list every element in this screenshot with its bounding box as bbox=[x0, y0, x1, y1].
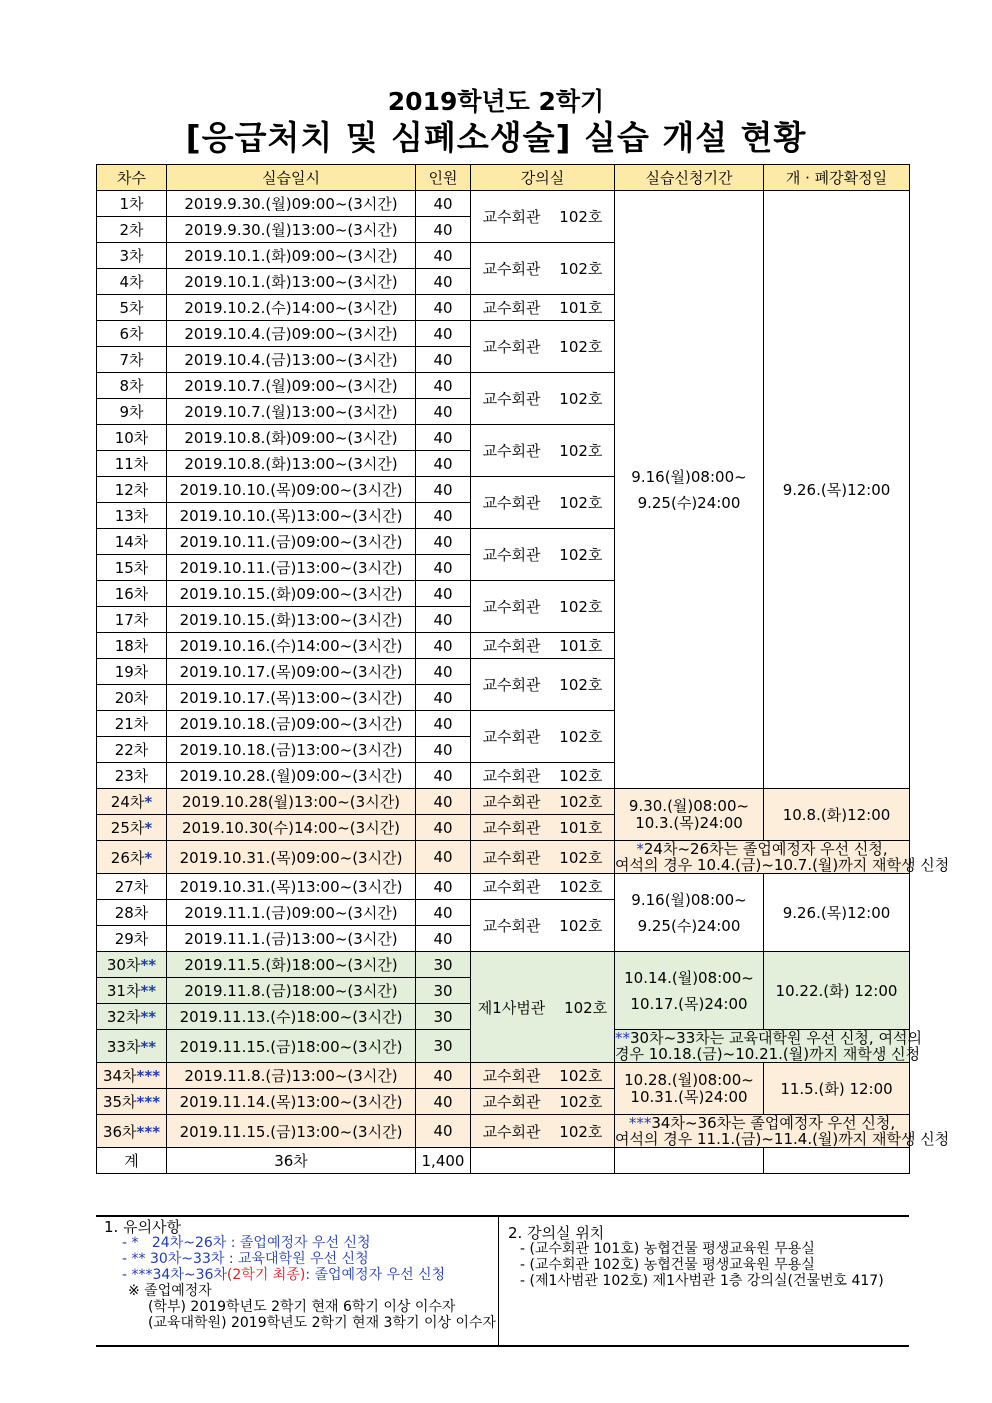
session-datetime: 2019.10.15.(화)13:00~(3시간) bbox=[167, 607, 416, 633]
session-datetime: 2019.10.10.(목)13:00~(3시간) bbox=[167, 503, 416, 529]
session-capacity: 40 bbox=[416, 633, 471, 659]
classroom-cell: 교수회관 102호 bbox=[471, 1063, 615, 1089]
note-line: 경우 10.18.(금)~10.21.(월)까지 재학생 신청 bbox=[615, 1045, 921, 1063]
graduate-undergrad: (학부) 2019학년도 2학기 현재 6학기 이상 이수자 bbox=[148, 1299, 456, 1315]
session-datetime: 2019.10.31.(목)13:00~(3시간) bbox=[167, 874, 416, 900]
classroom-cell: 교수회관 102호 bbox=[471, 874, 615, 900]
session-number-cell bbox=[97, 633, 167, 659]
room-location-item: - (제1사범관 102호) 제1사범관 1층 강의실(건물번호 417) bbox=[520, 1273, 884, 1289]
session-capacity: 40 bbox=[416, 685, 471, 711]
caution-item-1 bbox=[104, 1235, 496, 1251]
classroom-cell: 교수회관 102호 bbox=[471, 900, 615, 952]
session-number-cell bbox=[97, 685, 167, 711]
confirmation-date-cell: 9.26.(목)12:00 bbox=[764, 191, 910, 789]
session-capacity: 30 bbox=[416, 952, 471, 978]
session-capacity: 40 bbox=[416, 217, 471, 243]
application-period-cell bbox=[615, 789, 764, 841]
session-star: *** bbox=[136, 1122, 161, 1141]
session-number-cell bbox=[97, 815, 167, 841]
session-datetime: 2019.10.7.(월)13:00~(3시간) bbox=[167, 399, 416, 425]
table-row bbox=[97, 1063, 910, 1089]
schedule-table bbox=[96, 164, 950, 1174]
session-capacity: 40 bbox=[416, 711, 471, 737]
application-period-cell bbox=[615, 874, 764, 952]
session-number: 24차 bbox=[110, 793, 145, 811]
session-datetime: 2019.10.15.(화)09:00~(3시간) bbox=[167, 581, 416, 607]
session-number-cell bbox=[97, 269, 167, 295]
session-capacity: 40 bbox=[416, 399, 471, 425]
session-datetime: 2019.11.13.(수)18:00~(3시간) bbox=[167, 1004, 416, 1030]
application-period-cell bbox=[615, 952, 764, 1030]
page-title-line2: [응급처치 및 심폐소생술] 실습 개설 현황 bbox=[185, 118, 807, 157]
session-datetime: 2019.11.5.(화)18:00~(3시간) bbox=[167, 952, 416, 978]
caution-text: 30차~33차 : 교육대학원 우선 신청 bbox=[149, 1251, 369, 1267]
empty-cell bbox=[764, 1148, 910, 1174]
caution-highlight: (2학기 최종) bbox=[226, 1267, 306, 1283]
session-number-cell bbox=[97, 503, 167, 529]
session-number-cell bbox=[97, 1030, 167, 1063]
session-number: 36차 bbox=[102, 1122, 137, 1141]
session-number: 26차 bbox=[110, 848, 145, 867]
session-capacity: 40 bbox=[416, 815, 471, 841]
session-number: 35차 bbox=[102, 1093, 137, 1111]
header-cell: 강의실 bbox=[471, 165, 615, 191]
session-datetime: 2019.10.4.(금)09:00~(3시간) bbox=[167, 321, 416, 347]
session-datetime: 2019.11.1.(금)09:00~(3시간) bbox=[167, 900, 416, 926]
session-capacity: 40 bbox=[416, 503, 471, 529]
session-number-cell bbox=[97, 347, 167, 373]
session-datetime: 2019.10.10.(목)09:00~(3시간) bbox=[167, 477, 416, 503]
header-cell: 차수 bbox=[97, 165, 167, 191]
room-location-block bbox=[508, 1225, 884, 1289]
session-capacity: 40 bbox=[416, 529, 471, 555]
session-number: 6차 bbox=[119, 325, 144, 343]
session-number-cell bbox=[97, 978, 167, 1004]
session-number: 23차 bbox=[114, 767, 149, 785]
caution-item-3 bbox=[104, 1267, 496, 1283]
session-number-cell bbox=[97, 659, 167, 685]
session-number: 10차 bbox=[114, 429, 149, 447]
session-number: 19차 bbox=[114, 663, 149, 681]
caution-text: : 졸업예정자 우선 신청 bbox=[305, 1267, 446, 1283]
session-datetime: 2019.11.15.(금)18:00~(3시간) bbox=[167, 1030, 416, 1063]
session-number: 27차 bbox=[114, 878, 149, 896]
session-number: 28차 bbox=[114, 904, 149, 922]
session-number: 16차 bbox=[114, 585, 149, 603]
session-datetime: 2019.9.30.(월)13:00~(3시간) bbox=[167, 217, 416, 243]
session-datetime: 2019.10.17.(목)13:00~(3시간) bbox=[167, 685, 416, 711]
note-star: ** bbox=[615, 1029, 630, 1047]
note-line: 24차~26차는 졸업예정자 우선 신청, bbox=[643, 840, 888, 858]
session-number-cell bbox=[97, 1063, 167, 1089]
session-star: *** bbox=[136, 1093, 161, 1111]
confirmation-date-cell: 10.8.(화)12:00 bbox=[764, 789, 910, 841]
caution-text: 24차~26차 : 졸업예정자 우선 신청 bbox=[151, 1235, 371, 1251]
session-datetime: 2019.10.30(수)14:00~(3시간) bbox=[167, 815, 416, 841]
classroom-cell: 교수회관 102호 bbox=[471, 425, 615, 477]
classroom-cell: 교수회관 102호 bbox=[471, 373, 615, 425]
session-number-cell bbox=[97, 711, 167, 737]
session-datetime: 2019.10.18.(금)13:00~(3시간) bbox=[167, 737, 416, 763]
session-number: 2차 bbox=[119, 221, 144, 239]
session-number-cell bbox=[97, 217, 167, 243]
session-number-cell bbox=[97, 926, 167, 952]
session-capacity: 40 bbox=[416, 926, 471, 952]
session-number-cell bbox=[97, 425, 167, 451]
application-period-line: 10.17.(목)24:00 bbox=[630, 994, 748, 1013]
cautions-heading: 1. 유의사항 bbox=[104, 1218, 182, 1236]
session-number-cell bbox=[97, 373, 167, 399]
classroom-cell: 교수회관 102호 bbox=[471, 321, 615, 373]
session-datetime: 2019.10.4.(금)13:00~(3시간) bbox=[167, 347, 416, 373]
note-line: 여석의 경우 11.1.(금)~11.4.(월)까지 재학생 신청 bbox=[615, 1130, 950, 1148]
application-period-line: 10.14.(월)08:00~ bbox=[624, 968, 754, 987]
session-number-cell bbox=[97, 874, 167, 900]
session-capacity: 40 bbox=[416, 555, 471, 581]
session-capacity: 40 bbox=[416, 841, 471, 874]
caution-prefix: - ***34차~36차 bbox=[122, 1267, 227, 1283]
session-number: 14차 bbox=[114, 533, 149, 551]
classroom-cell: 교수회관 102호 bbox=[471, 243, 615, 295]
classroom-cell: 교수회관 102호 bbox=[471, 581, 615, 633]
session-datetime: 2019.10.17.(목)09:00~(3시간) bbox=[167, 659, 416, 685]
session-datetime: 2019.10.11.(금)09:00~(3시간) bbox=[167, 529, 416, 555]
session-number: 17차 bbox=[114, 611, 149, 629]
session-datetime: 2019.10.2.(수)14:00~(3시간) bbox=[167, 295, 416, 321]
session-number: 33차 bbox=[106, 1037, 141, 1056]
session-number: 29차 bbox=[114, 930, 149, 948]
empty-cell bbox=[471, 1148, 615, 1174]
application-period-line: 9.16(월)08:00~ bbox=[631, 467, 747, 486]
session-number-cell bbox=[97, 321, 167, 347]
session-star: ** bbox=[140, 982, 157, 1000]
classroom-cell: 교수회관 102호 bbox=[471, 191, 615, 243]
classroom-cell: 교수회관 102호 bbox=[471, 659, 615, 711]
classroom-cell: 교수회관 102호 bbox=[471, 477, 615, 529]
session-capacity: 30 bbox=[416, 1030, 471, 1063]
application-period-line: 9.16(월)08:00~ bbox=[631, 890, 747, 909]
header-cell: 실습신청기간 bbox=[615, 165, 764, 191]
session-star: ** bbox=[140, 1037, 157, 1056]
priority-note-cell bbox=[615, 840, 950, 874]
session-capacity: 40 bbox=[416, 373, 471, 399]
page-title-line1: 2019학년도 2학기 bbox=[387, 87, 605, 116]
note-line: 34차~36차는 졸업예정자 우선 신청, bbox=[651, 1114, 896, 1132]
session-capacity: 40 bbox=[416, 191, 471, 217]
session-number: 20차 bbox=[114, 689, 149, 707]
application-period-line: 10.28.(월)08:00~ bbox=[624, 1070, 754, 1089]
confirmation-date-cell: 9.26.(목)12:00 bbox=[764, 874, 910, 952]
session-star: *** bbox=[136, 1067, 161, 1085]
classroom-cell: 교수회관 101호 bbox=[471, 815, 615, 841]
session-number: 18차 bbox=[114, 637, 149, 655]
session-number-cell bbox=[97, 607, 167, 633]
application-period-line: 9.25(수)24:00 bbox=[637, 916, 741, 935]
table-row bbox=[97, 191, 910, 217]
session-number: 3차 bbox=[119, 247, 144, 265]
table-row bbox=[97, 1115, 910, 1148]
session-number: 22차 bbox=[114, 741, 149, 759]
total-row bbox=[97, 1148, 910, 1174]
session-number: 30차 bbox=[106, 956, 141, 974]
room-location-item: - (교수회관 101호) 농협건물 평생교육원 무용실 bbox=[520, 1241, 815, 1257]
classroom-cell: 교수회관 102호 bbox=[471, 789, 615, 815]
session-capacity: 40 bbox=[416, 737, 471, 763]
confirmation-date-cell: 11.5.(화) 12:00 bbox=[764, 1063, 910, 1115]
cautions-block bbox=[104, 1219, 496, 1331]
session-star: * bbox=[144, 819, 153, 837]
classroom-cell: 교수회관 102호 bbox=[471, 529, 615, 581]
classroom-cell: 교수회관 102호 bbox=[471, 763, 615, 789]
session-capacity: 40 bbox=[416, 659, 471, 685]
note-line: 30차~33차는 교육대학원 우선 신청, 여석의 bbox=[630, 1029, 922, 1047]
application-period-line: 9.25(수)24:00 bbox=[637, 493, 741, 512]
room-location-heading: 2. 강의실 위치 bbox=[508, 1224, 605, 1242]
table-header-row bbox=[97, 165, 910, 191]
session-number-cell bbox=[97, 1004, 167, 1030]
header-cell: 개 · 폐강확정일 bbox=[764, 165, 910, 191]
session-datetime: 2019.10.28.(월)09:00~(3시간) bbox=[167, 763, 416, 789]
session-number: 7차 bbox=[119, 351, 144, 369]
session-capacity: 40 bbox=[416, 763, 471, 789]
graduate-grad-school: (교육대학원) 2019학년도 2학기 현재 3학기 이상 이수자 bbox=[148, 1315, 497, 1331]
session-capacity: 30 bbox=[416, 1004, 471, 1030]
header-cell: 실습일시 bbox=[167, 165, 416, 191]
session-star: * bbox=[144, 848, 153, 867]
session-star: * bbox=[144, 793, 153, 811]
header-cell: 인원 bbox=[416, 165, 471, 191]
session-capacity: 40 bbox=[416, 243, 471, 269]
session-number: 15차 bbox=[114, 559, 149, 577]
session-capacity: 40 bbox=[416, 321, 471, 347]
confirmation-date-cell: 10.22.(화) 12:00 bbox=[764, 952, 910, 1030]
session-number: 5차 bbox=[119, 299, 144, 317]
session-number: 31차 bbox=[106, 982, 141, 1000]
session-number-cell bbox=[97, 399, 167, 425]
application-period-line: 9.30.(월)08:00~ bbox=[628, 796, 750, 815]
session-datetime: 2019.11.14.(목)13:00~(3시간) bbox=[167, 1089, 416, 1115]
session-number-cell bbox=[97, 763, 167, 789]
session-star: ** bbox=[140, 956, 157, 974]
session-datetime: 2019.10.11.(금)13:00~(3시간) bbox=[167, 555, 416, 581]
session-number-cell bbox=[97, 451, 167, 477]
table-row bbox=[97, 952, 910, 978]
session-number-cell bbox=[97, 243, 167, 269]
application-period-cell bbox=[615, 191, 764, 789]
session-datetime: 2019.10.8.(화)13:00~(3시간) bbox=[167, 451, 416, 477]
note-line: 여석의 경우 10.4.(금)~10.7.(월)까지 재학생 신청 bbox=[615, 856, 950, 874]
notes-section bbox=[96, 1215, 909, 1347]
session-number: 34차 bbox=[102, 1067, 137, 1085]
empty-cell bbox=[615, 1148, 764, 1174]
session-number: 1차 bbox=[119, 195, 144, 213]
session-number-cell bbox=[97, 477, 167, 503]
classroom-cell: 교수회관 102호 bbox=[471, 841, 615, 874]
session-number: 25차 bbox=[110, 819, 145, 837]
application-period-line: 10.3.(목)24:00 bbox=[635, 813, 743, 832]
table-row bbox=[97, 841, 910, 874]
total-label: 계 bbox=[97, 1148, 167, 1174]
classroom-cell: 교수회관 101호 bbox=[471, 633, 615, 659]
session-capacity: 40 bbox=[416, 347, 471, 373]
session-datetime: 2019.10.1.(화)13:00~(3시간) bbox=[167, 269, 416, 295]
application-period-cell bbox=[615, 1063, 764, 1115]
session-capacity: 40 bbox=[416, 874, 471, 900]
session-datetime: 2019.10.7.(월)09:00~(3시간) bbox=[167, 373, 416, 399]
session-number-cell bbox=[97, 737, 167, 763]
session-datetime: 2019.10.1.(화)09:00~(3시간) bbox=[167, 243, 416, 269]
session-capacity: 40 bbox=[416, 295, 471, 321]
priority-note-cell bbox=[615, 1114, 950, 1148]
session-number-cell bbox=[97, 900, 167, 926]
session-number-cell bbox=[97, 529, 167, 555]
session-number-cell bbox=[97, 789, 167, 815]
session-number-cell bbox=[97, 555, 167, 581]
session-number-cell bbox=[97, 581, 167, 607]
priority-note-cell bbox=[615, 1029, 922, 1063]
caution-item-2 bbox=[104, 1251, 496, 1267]
graduate-heading: ※ 졸업예정자 bbox=[128, 1283, 212, 1299]
session-number: 32차 bbox=[106, 1008, 141, 1026]
classroom-cell: 제1사범관 102호 bbox=[471, 952, 615, 1063]
classroom-cell: 교수회관 102호 bbox=[471, 1115, 615, 1148]
classroom-cell: 교수회관 102호 bbox=[471, 711, 615, 763]
caution-prefix: - ** bbox=[122, 1251, 146, 1267]
session-datetime: 2019.9.30.(월)09:00~(3시간) bbox=[167, 191, 416, 217]
total-people: 1,400 bbox=[416, 1148, 471, 1174]
session-datetime: 2019.10.28(월)13:00~(3시간) bbox=[167, 789, 416, 815]
session-datetime: 2019.11.8.(금)13:00~(3시간) bbox=[167, 1063, 416, 1089]
session-number-cell bbox=[97, 952, 167, 978]
session-number-cell bbox=[97, 841, 167, 874]
session-capacity: 40 bbox=[416, 581, 471, 607]
total-sessions: 36차 bbox=[167, 1148, 416, 1174]
session-capacity: 40 bbox=[416, 1063, 471, 1089]
session-number: 13차 bbox=[114, 507, 149, 525]
session-number: 11차 bbox=[114, 455, 149, 473]
session-star: ** bbox=[140, 1008, 157, 1026]
notes-divider bbox=[498, 1217, 499, 1345]
classroom-cell: 교수회관 101호 bbox=[471, 295, 615, 321]
session-capacity: 40 bbox=[416, 451, 471, 477]
session-datetime: 2019.11.15.(금)13:00~(3시간) bbox=[167, 1115, 416, 1148]
session-number-cell bbox=[97, 191, 167, 217]
caution-prefix: - * bbox=[122, 1235, 139, 1251]
session-capacity: 40 bbox=[416, 900, 471, 926]
application-period-line: 10.31.(목)24:00 bbox=[630, 1087, 748, 1106]
table-row bbox=[97, 789, 910, 815]
session-capacity: 30 bbox=[416, 978, 471, 1004]
session-capacity: 40 bbox=[416, 1089, 471, 1115]
session-capacity: 40 bbox=[416, 425, 471, 451]
table-row bbox=[97, 874, 910, 900]
session-capacity: 40 bbox=[416, 477, 471, 503]
session-number: 12차 bbox=[114, 481, 149, 499]
session-number: 4차 bbox=[119, 273, 144, 291]
session-datetime: 2019.11.1.(금)13:00~(3시간) bbox=[167, 926, 416, 952]
session-capacity: 40 bbox=[416, 789, 471, 815]
session-datetime: 2019.10.31.(목)09:00~(3시간) bbox=[167, 841, 416, 874]
session-datetime: 2019.10.8.(화)09:00~(3시간) bbox=[167, 425, 416, 451]
classroom-cell: 교수회관 102호 bbox=[471, 1089, 615, 1115]
session-number: 8차 bbox=[119, 377, 144, 395]
session-datetime: 2019.10.16.(수)14:00~(3시간) bbox=[167, 633, 416, 659]
session-number-cell bbox=[97, 295, 167, 321]
session-datetime: 2019.10.18.(금)09:00~(3시간) bbox=[167, 711, 416, 737]
session-capacity: 40 bbox=[416, 607, 471, 633]
session-number: 9차 bbox=[119, 403, 144, 421]
session-capacity: 40 bbox=[416, 1115, 471, 1148]
note-star: * bbox=[636, 840, 644, 858]
session-number: 21차 bbox=[114, 715, 149, 733]
room-location-item: - (교수회관 102호) 농협건물 평생교육원 무용실 bbox=[520, 1257, 815, 1273]
session-number-cell bbox=[97, 1115, 167, 1148]
session-capacity: 40 bbox=[416, 269, 471, 295]
note-star: *** bbox=[628, 1114, 652, 1132]
session-datetime: 2019.11.8.(금)18:00~(3시간) bbox=[167, 978, 416, 1004]
session-number-cell bbox=[97, 1089, 167, 1115]
